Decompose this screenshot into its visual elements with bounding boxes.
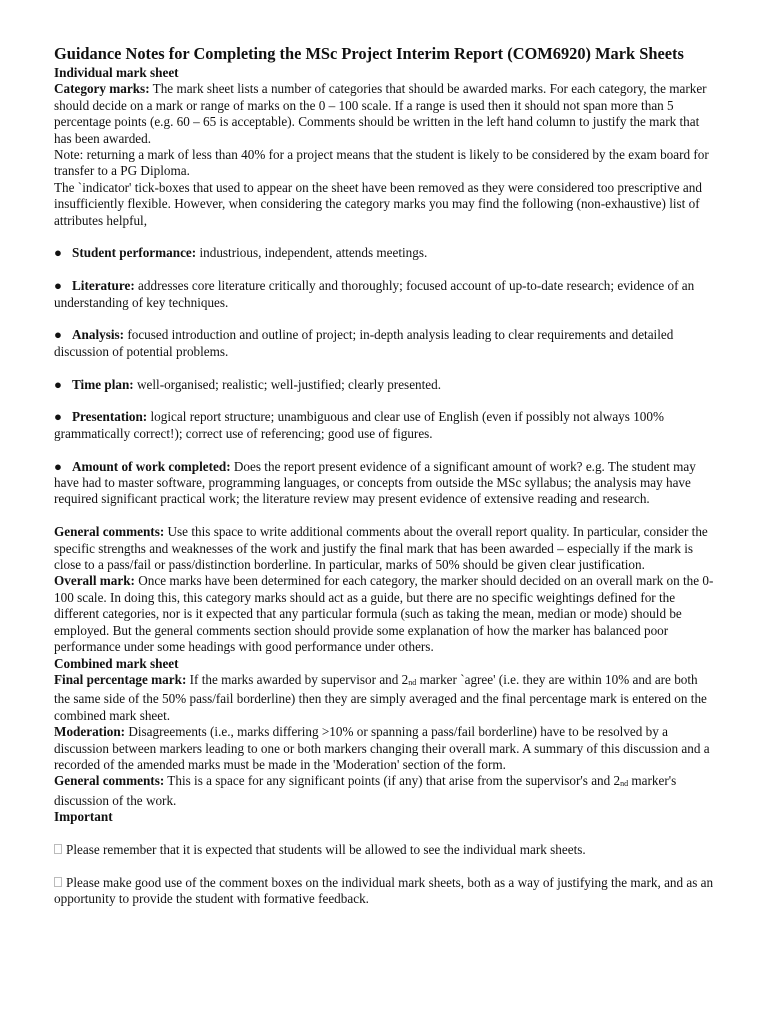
spacer (54, 826, 716, 842)
missing-glyph-box-icon (54, 844, 62, 854)
spacer (54, 360, 716, 376)
final-percentage-label: Final percentage mark: (54, 671, 187, 687)
spacer (54, 858, 716, 874)
attribute-label: Time plan: (72, 376, 134, 392)
attribute-text: Does the report present evidence of a significant amount of work? e.g. The student may have had to master software, programming languages, or concepts from outside the MSc syllabus; the analysis may have required significant practical work; the literature review may present evidence of extensive reading and research. (54, 458, 696, 507)
spacer (54, 508, 716, 524)
spacer (54, 311, 716, 327)
spacer (54, 442, 716, 458)
attribute-label: Amount of work completed: (72, 458, 231, 474)
bullet-icon: ● (54, 376, 62, 392)
attribute-item-literature (54, 278, 716, 311)
attribute-text: well-organised; realistic; well-justified; clearly presented. (133, 376, 442, 392)
attribute-label: Analysis: (72, 327, 125, 343)
attribute-label: Student performance: (72, 245, 197, 261)
category-marks-paragraph (54, 81, 716, 147)
important-point-item (54, 842, 716, 858)
attribute-label: Literature: (72, 278, 135, 294)
missing-glyph-box-icon (54, 877, 62, 887)
moderation-label: Moderation: (54, 724, 126, 740)
attribute-text: addresses core literature critically and thoroughly; focused account of up-to-date research; evidence of an understanding of key techniques. (54, 278, 695, 310)
attribute-item-time-plan (54, 377, 716, 393)
spacer (54, 262, 716, 278)
bullet-icon: ● (54, 278, 62, 294)
general-comments-label: General comments: (54, 773, 165, 789)
attribute-item-student-performance (54, 245, 716, 261)
individual-mark-sheet-heading: Individual mark sheet (54, 65, 179, 80)
final-percentage-text-b: marker `agree' (i.e. they are within 10% and are both the same side of the 50% pass/fail borderline) then they are simply averaged and the final percentage mark is entered on the combined mark sheet. (54, 671, 707, 723)
indicator-paragraph: The `indicator' tick-boxes that used to appear on the sheet have been removed as they were considered too prescriptive and insufficiently flexible. However, when considering the category marks you may find the following (non-exhaustive) list of attributes helpful, (54, 179, 702, 228)
overall-mark-text: Once marks have been determined for each category, the marker should decided on an overall mark on the 0-100 scale. In doing this, this category marks should act as a guide, but there are no specific weightings defined for the different categories, nor is it expected that any particular formula (such as taking the mean, median or mode) should be employed. But the general comments section should provide some explanation of how the marker has balanced poor performance under some headings with good performance under others. (54, 573, 714, 655)
ordinal-suffix: nd (620, 779, 629, 789)
general-comments-combined-paragraph (54, 773, 716, 809)
attribute-text: industrious, independent, attends meetings. (196, 245, 428, 261)
important-point-text: Please remember that it is expected that students will be allowed to see the individual mark sheets. (66, 841, 586, 857)
attribute-item-presentation (54, 409, 716, 442)
final-percentage-paragraph (54, 672, 716, 724)
overall-mark-label: Overall mark: (54, 573, 135, 589)
important-point-item (54, 875, 716, 908)
attribute-label: Presentation: (72, 409, 148, 425)
attribute-text: logical report structure; unambiguous and clear use of English (even if possibly not always 100% grammatically correct!); correct use of referencing; good use of figures. (54, 409, 664, 441)
category-marks-label: Category marks: (54, 81, 150, 97)
general-comments-label: General comments: (54, 524, 165, 540)
spacer (54, 229, 716, 245)
moderation-paragraph (54, 724, 716, 773)
general-comments-individual-paragraph (54, 524, 716, 573)
ordinal-suffix: nd (408, 677, 417, 687)
combined-mark-sheet-heading: Combined mark sheet (54, 655, 179, 671)
general-comments-text-a: This is a space for any significant points (if any) that arise from the supervisor's and 2 (164, 773, 621, 789)
general-comments-text: Use this space to write additional comments about the overall report quality. In particular, consider the specific strengths and weaknesses of the work and justify the final mark that has been awarded – especially if the mark is close to a pass/fail or pass/distinction borderline. In particular, marks of 50% should be given clear justification. (54, 524, 708, 573)
bullet-icon: ● (54, 409, 62, 425)
document-title: Guidance Notes for Completing the MSc Project Interim Report (COM6920) Mark Sheets (54, 44, 684, 63)
note-paragraph: Note: returning a mark of less than 40% for a project means that the student is likely to be considered by the exam board for transfer to a PG Diploma. (54, 147, 709, 179)
general-comments-text-b: marker's discussion of the work. (54, 773, 677, 808)
final-percentage-text-a: If the marks awarded by supervisor and 2 (186, 671, 409, 687)
bullet-icon: ● (54, 458, 62, 474)
attribute-item-amount-of-work (54, 459, 716, 508)
attribute-text: focused introduction and outline of project; in-depth analysis leading to clear requirements and detailed discussion of potential problems. (54, 327, 674, 359)
document-body (54, 44, 716, 908)
important-heading: Important (54, 809, 113, 825)
important-point-text: Please make good use of the comment boxes on the individual mark sheets, both as a way of justifying the mark, and as an opportunity to provide the student with formative feedback. (54, 874, 714, 907)
overall-mark-paragraph (54, 573, 716, 655)
attribute-item-analysis (54, 327, 716, 360)
category-marks-text: The mark sheet lists a number of categories that should be awarded marks. For each category, the marker should decide on a mark or range of marks on the 0 – 100 scale. If a range is used then it should not span more than 5 percentage points (e.g. 60 – 65 is acceptable). Comments should be written in the left hand column to justify the mark that has been awarded. (54, 81, 707, 146)
bullet-icon: ● (54, 245, 62, 261)
moderation-text: Disagreements (i.e., marks differing >10% or spanning a pass/fail borderline) have to be resolved by a discussion between markers leading to one or both markers changing their overall mark. A summary of this discussion and a recorded of the amended marks must be made in the 'Moderation' section of the form. (54, 724, 710, 772)
bullet-icon: ● (54, 327, 62, 343)
spacer (54, 393, 716, 409)
